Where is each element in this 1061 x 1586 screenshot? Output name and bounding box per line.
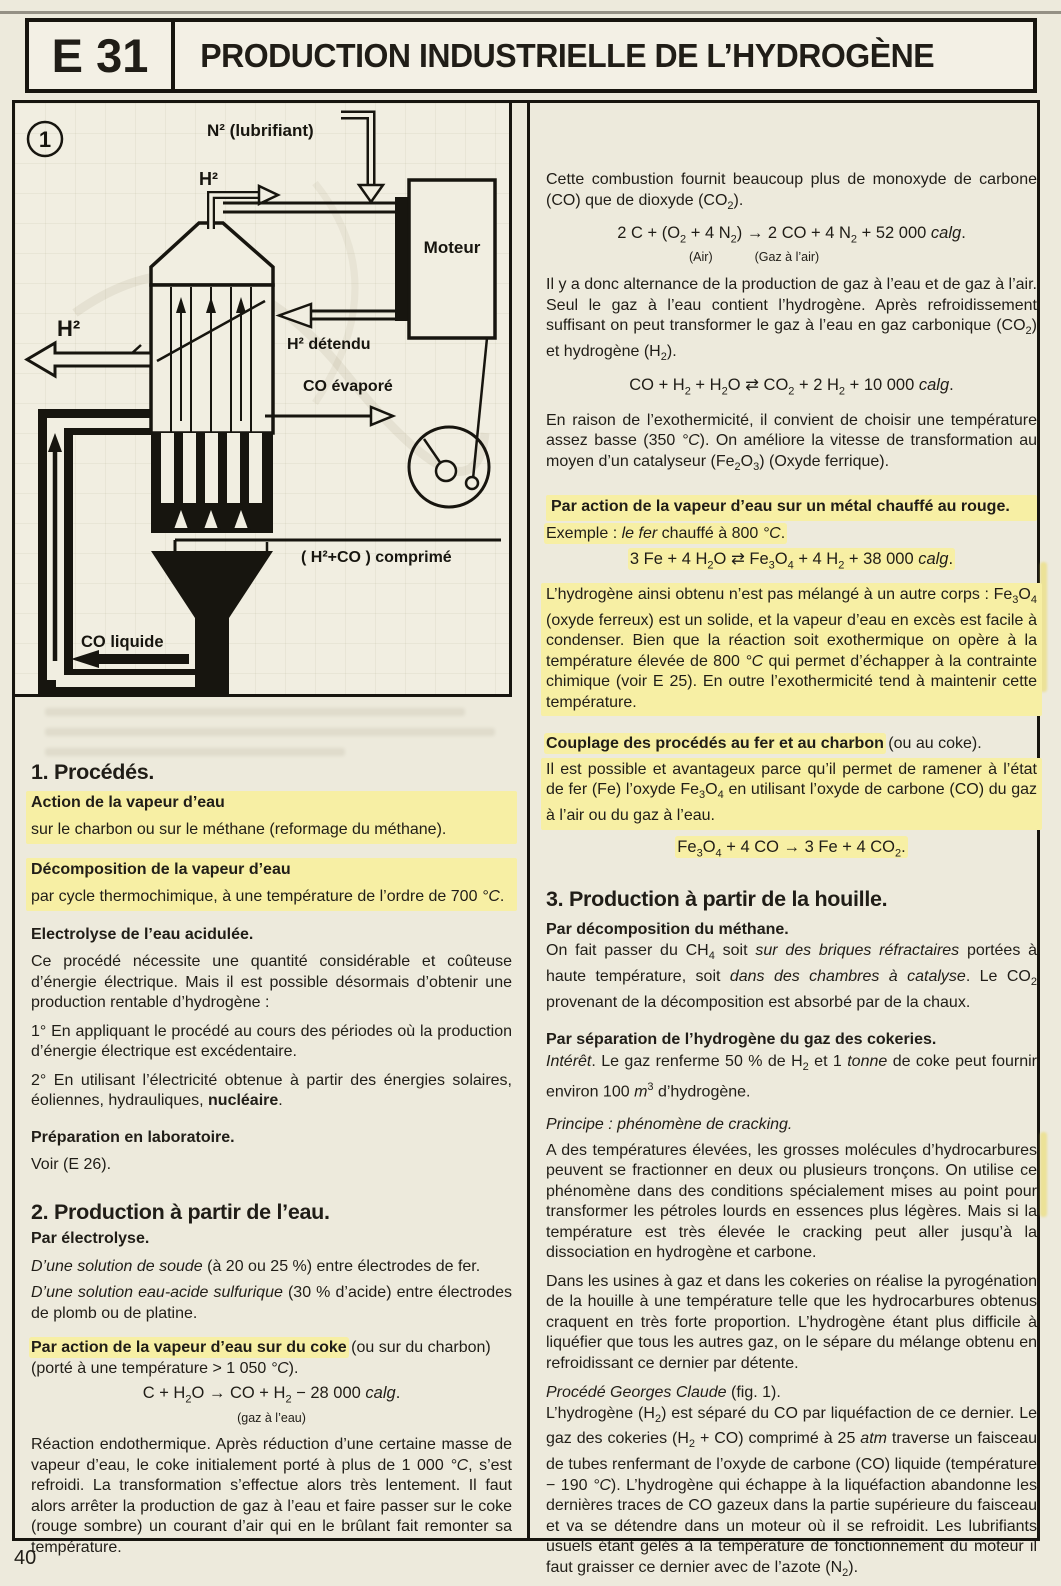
- label-h2co-comprime: ( H²+CO ) comprimé: [301, 549, 452, 566]
- co-liquide-arrow: [71, 650, 189, 668]
- highlighted-paragraph: L’hydrogène ainsi obtenu n’est pas mélangé à un autre corps : $Fe_3O_4$ (oxyde ferreux) est un solide, et la vapeur d’eau en excès est facile à condenser. Bien que la réaction soit exothermique on opère à la température élevée de 800 °C qui permet d’échapper à la contrainte chimique (voir E 25). En outre l’exothermicité tend à maintenir cette température.: [541, 583, 1042, 716]
- equation-conversion: CO + $H_2 + H_2O$ ⇄ $CO_2 + 2$ $H_2 + 10$ 000 calg.: [629, 375, 954, 398]
- motor-box: [409, 180, 495, 338]
- paragraph: En raison de l’exothermicité, il convient de choisir une température assez basse (350 °C). On améliore la vitesse de transformation au moyen d’un catalyseur $(Fe_2O_3)$ (Oxyde ferrique).: [546, 411, 1037, 473]
- n2-inlet-pipe: [341, 115, 383, 202]
- page-header: [25, 18, 1037, 93]
- tube-bundle-apparatus: [151, 223, 273, 618]
- section-1-title: 1. Procédés.: [31, 760, 155, 784]
- h2-output-arrow-icon: [27, 343, 151, 376]
- paragraph: Intérêt. Le gaz renferme 50 % de $H_2$ et 1 tonne de coke peut fournir environ 100 $m^3$ d’hydrogène.: [546, 1052, 1037, 1101]
- paragraph: Exemple : le fer chauffé à 800 °C.: [546, 524, 786, 542]
- heading-vapeur-sur-coke: [31, 1338, 512, 1379]
- equation-couplage: $Fe_3O_4 + 4$ CO → 3 Fe + 4 $CO_2$.: [677, 837, 906, 859]
- right-column: [546, 170, 1037, 1586]
- label-moteur: Moteur: [423, 238, 481, 257]
- heading-procede-claude: Procédé Georges Claude (fig. 1).: [546, 1384, 781, 1402]
- heading-decomposition-methane: Par décomposition du méthane.: [546, 920, 789, 938]
- down-arrow-icon: [359, 185, 383, 202]
- column-divider: [527, 100, 530, 1541]
- paragraph: On fait passer du $CH_4$ soit sur des briques réfractaires portées à haute température, soit dans des chambres à catalyse. Le $CO_2$ provenant de la décomposition est absorbé par de la chaux.: [546, 942, 1038, 1011]
- bleed-through-text: [45, 708, 465, 716]
- motor-flange: [395, 197, 409, 321]
- equation-gaz-a-lair: 2 $C + (O_2 + 4$ $N_2) \to 2$ CO + 4 $N_2 + 52$ 000 calg.: [617, 224, 966, 246]
- paragraph: Voir (E 26).: [31, 1156, 112, 1173]
- hydrogen-plant-diagram: [15, 103, 509, 694]
- paragraph: Cette combustion fournit beaucoup plus de monoxyde de carbone (CO) que de dioxyde $(CO_2)$.: [546, 171, 1037, 212]
- label-n2-lubrifiant: N² (lubrifiant): [207, 121, 314, 140]
- heading-couplage: Couplage des procédés au fer et au charbon (ou au coke).: [546, 735, 982, 753]
- paragraph: Il y a donc alternance de la production de gaz à l’eau et de gaz à l’air. Seul le gaz à l’eau contient l’hydrogène. Après refroidissement suffisant on peut transformer le gaz à l’eau en gaz carbonique $(CO_2)$ et hydrogène $(H_2)$.: [546, 276, 1037, 364]
- heading-electrolyse-acidulee: Electrolyse de l’eau acidulée.: [31, 925, 254, 943]
- paragraph: D’une solution de soude (à 20 ou 25 %) entre électrodes de fer.: [31, 1257, 481, 1275]
- label-co-evapore: CO évaporé: [303, 378, 393, 395]
- label-h2-top: H²: [199, 169, 218, 189]
- paragraph: 2° En utilisant l’électricité obtenue à partir des énergies solaires, éoliennes, hydrauliques, nucléaire.: [31, 1071, 512, 1109]
- paragraph: Réaction endothermique. Après réduction d’une certaine masse de vapeur d’eau, le coke initialement porté à plus de 1 000 °C, s’est refroidi. La transformation s’effectue alors très lentement. Il faut alors arrêter la production de gaz à l’eau et faire passer sur le coke (rouge sombre) un courant d’air qui en le brûlant fait remonter sa température.: [31, 1436, 513, 1556]
- sublabel-air: (Air): [689, 249, 713, 264]
- scan-edge-line: [0, 11, 1061, 14]
- heading-decomposition: Décomposition de la vapeur d’eau: [31, 860, 291, 878]
- section-3-title: 3. Production à partir de la houille.: [546, 887, 888, 912]
- heading-separation-cokeries: Par séparation de l’hydrogène du gaz des cokeries.: [546, 1031, 937, 1049]
- sheet-code: E 31: [29, 22, 175, 89]
- figure-1-box: [12, 100, 512, 697]
- highlighted-paragraph: Il est possible et avantageux parce qu’il permet de ramener à l’état de fer (Fe) l’oxyde $Fe_3O_4$ en utilisant l’oxyde de carbone (CO) du gaz à l’air ou du gaz à l’eau.: [541, 758, 1042, 830]
- flywheel: [409, 338, 489, 507]
- bleed-through-text: [45, 748, 345, 756]
- left-column: [31, 762, 512, 1565]
- section-2-title: 2. Production à partir de l’eau.: [31, 1199, 330, 1224]
- label-co-liquide: CO liquide: [81, 633, 164, 651]
- paragraph: D’une solution eau-acide sulfurique (30 % d’acide) entre électrodes de plomb ou de platine.: [31, 1284, 512, 1322]
- co-evapore-pipe: [265, 407, 393, 425]
- right-arrow-icon: [259, 186, 278, 204]
- equation-fer: 3 Fe + 4 $H_2O$ ⇄ $Fe_3O_4 + 4$ $H_2 + 38$ 000 calg.: [629, 550, 954, 572]
- label-h2-left: H²: [57, 316, 81, 341]
- label-h2-detendu: H² détendu: [287, 336, 371, 353]
- highlighted-block-action-vapeur: [26, 791, 517, 844]
- heading-vapeur-sur-metal: Par action de la vapeur d’eau sur un métal chauffé au rouge.: [546, 495, 1037, 521]
- heading-par-electrolyse: Par électrolyse.: [31, 1230, 150, 1247]
- page-title: PRODUCTION INDUSTRIELLE DE L’HYDROGÈNE: [200, 36, 935, 74]
- heading-action-vapeur: Action de la vapeur d’eau: [31, 793, 225, 811]
- paragraph: L’hydrogène $(H_2)$ est séparé du CO par liquéfaction de ce dernier. Le gaz des cokeries $(H_2 + CO)$ comprimé à 25 atm traverse un faisceau de tubes renfermant de l’oxyde de carbone (CO) liquide (température − 190 °C). L’hydrogène qui échappe à la liquéfaction abandonne les dernières traces de CO gazeux dans la partie supérieure du faisceau et va se détendre dans un moteur où il se refroidit. Les lubrifiants usuels étant gelés à la température de fonctionnement du moteur il faut graisser ce dernier avec de l’azote $(N_2)$.: [546, 1404, 1037, 1579]
- equation-sublabels: [546, 247, 1037, 268]
- paragraph: par cycle thermochimique, à une température de l’ordre de 700 °C.: [31, 888, 505, 905]
- bleed-through-text: [45, 728, 495, 736]
- paragraph: sur le charbon ou sur le méthane (reformage du méthane).: [31, 821, 447, 838]
- equation-gaz-a-leau: $C + H_2O$ → CO + $H_2 - 28$ 000 calg.: [142, 1384, 401, 1406]
- heading-principe-cracking: Principe : phénomène de cracking.: [546, 1116, 793, 1134]
- figure-number: 1: [38, 127, 52, 152]
- funnel: [151, 551, 273, 618]
- left-arrow-icon: [71, 650, 99, 668]
- heading-tail: (ou sur du charbon): [346, 1339, 491, 1356]
- heading-line2: (porté à une température > 1 050 °C).: [31, 1359, 299, 1377]
- page-number: 40: [14, 1547, 37, 1569]
- highlighted-block-decomposition: [26, 858, 517, 911]
- marker-stray: [1040, 1132, 1047, 1217]
- paragraph: A des températures élevées, les grosses molécules d’hydrocarbures peuvent se fractionner en deux ou plusieurs tronçons. On utilise ce phénomène dans des conditions spécialement mises au point pour transformer les pétroles lourds en essences plus légères. Mais si la température est très élevée le cracking peut aller jusqu’à la dissociation en hydrogène et carbone.: [546, 1141, 1037, 1262]
- paragraph: Ce procédé nécessite une quantité considérable et coûteuse d’énergie électrique. Mais il est possible désormais d’obtenir une production rentable d’hydrogène :: [31, 953, 512, 1011]
- heading-preparation-labo: Préparation en laboratoire.: [31, 1128, 235, 1146]
- highlighted-heading-text: Par action de la vapeur d’eau sur du coke: [31, 1339, 347, 1356]
- paragraph: 1° En appliquant le procédé au cours des périodes où la production d’énergie électrique est excédentaire.: [31, 1022, 512, 1060]
- sublabel-gaz-a-lair: (Gaz à l’air): [754, 249, 820, 264]
- paragraph: Dans les usines à gaz et dans les cokeries on réalise la pyrogénation de la houille à une température telle que les hydrocarbures obtenus craquent en très forte proportion. L’hydrogène étant plus difficile à liquéfier que tous les autres gaz, on le sépare du mélange obtenu en refroidissant ce dernier par détente.: [546, 1272, 1037, 1372]
- equation-note: (gaz à l’eau): [237, 1410, 306, 1425]
